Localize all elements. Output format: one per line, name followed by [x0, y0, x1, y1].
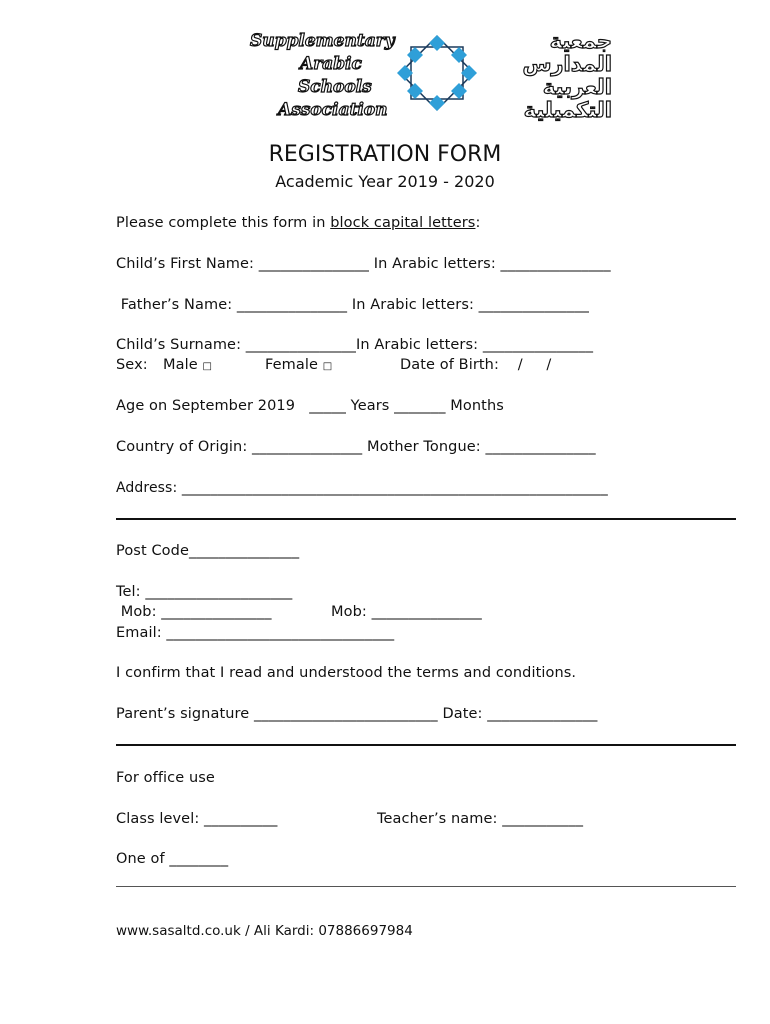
postcode-field[interactable]: Post Code_______________	[116, 543, 300, 559]
intro-text	[116, 215, 480, 231]
sex-label: Sex:	[116, 357, 148, 373]
page-title: REGISTRATION FORM	[268, 142, 502, 167]
page-subtitle: Academic Year 2019 - 2020	[275, 172, 495, 191]
intro-prefix: Please complete this form in	[116, 215, 331, 231]
mob-field-2[interactable]: Mob: _______________	[331, 604, 482, 620]
female-checkbox[interactable]: □	[322, 361, 333, 372]
father-name-field[interactable]: Father’s Name: _______________ In Arabic letters: _______________	[116, 297, 589, 313]
male-label: Male	[163, 357, 198, 373]
emblem-diamond	[451, 47, 467, 63]
surname-field[interactable]: Child’s Surname: _______________In Arabic letters: _______________	[116, 337, 594, 353]
intro-emphasis: block capital letters	[330, 215, 476, 231]
logo-line: العربية	[542, 75, 612, 99]
one-of-field[interactable]: One of ________	[116, 851, 229, 867]
intro-suffix: :	[475, 215, 481, 231]
mob-field-1[interactable]: Mob: _______________	[116, 604, 272, 620]
address-line-divider	[116, 518, 736, 520]
logo-english-text	[238, 30, 395, 122]
logo-emblem-group	[397, 35, 477, 111]
office-heading: For office use	[116, 770, 215, 786]
address-field[interactable]: Address: ____________________________________________________________	[116, 480, 608, 496]
signature-field[interactable]: Parent’s signature _________________________ Date: _______________	[116, 706, 598, 722]
first-name-field[interactable]: Child’s First Name: _______________ In Arabic letters: _______________	[116, 256, 611, 272]
age-field[interactable]: Age on September 2019 _____ Years _______ Months	[116, 398, 504, 414]
logo-line: Supplementary	[250, 31, 395, 51]
office-divider	[116, 886, 736, 887]
emblem-diamond	[429, 35, 445, 51]
female-option[interactable]	[265, 357, 332, 373]
confirm-text: I confirm that I read and understood the terms and conditions.	[116, 665, 577, 681]
class-level-field[interactable]: Class level: __________	[116, 811, 278, 827]
logo-line: المدارس	[522, 52, 612, 76]
emblem-diamond	[429, 95, 445, 111]
emblem-diamond	[407, 83, 423, 99]
logo-line: Schools	[298, 77, 372, 97]
logo-line: التكميلية	[523, 98, 612, 122]
emblem-diamond	[407, 47, 423, 63]
tel-field[interactable]: Tel: ____________________	[116, 584, 293, 600]
female-label: Female	[265, 357, 319, 373]
logo-line: Association	[278, 100, 388, 120]
origin-field[interactable]: Country of Origin: _______________ Mother Tongue: _______________	[116, 439, 596, 455]
logo-line: Arabic	[300, 54, 362, 74]
signature-divider	[116, 744, 736, 746]
logo-arabic-text	[512, 30, 612, 122]
date-of-birth-field[interactable]: Date of Birth: / /	[400, 357, 552, 373]
logo-emblem-icon	[372, 30, 502, 116]
male-option[interactable]	[163, 357, 212, 373]
male-checkbox[interactable]: □	[202, 361, 213, 372]
teacher-name-field[interactable]: Teacher’s name: ___________	[377, 811, 584, 827]
email-field[interactable]: Email: _______________________________	[116, 625, 395, 641]
footer-contact: www.sasaltd.co.uk / Ali Kardi: 07886697984	[116, 923, 413, 939]
emblem-diamond	[451, 83, 467, 99]
logo-line: جمعية	[549, 29, 612, 53]
